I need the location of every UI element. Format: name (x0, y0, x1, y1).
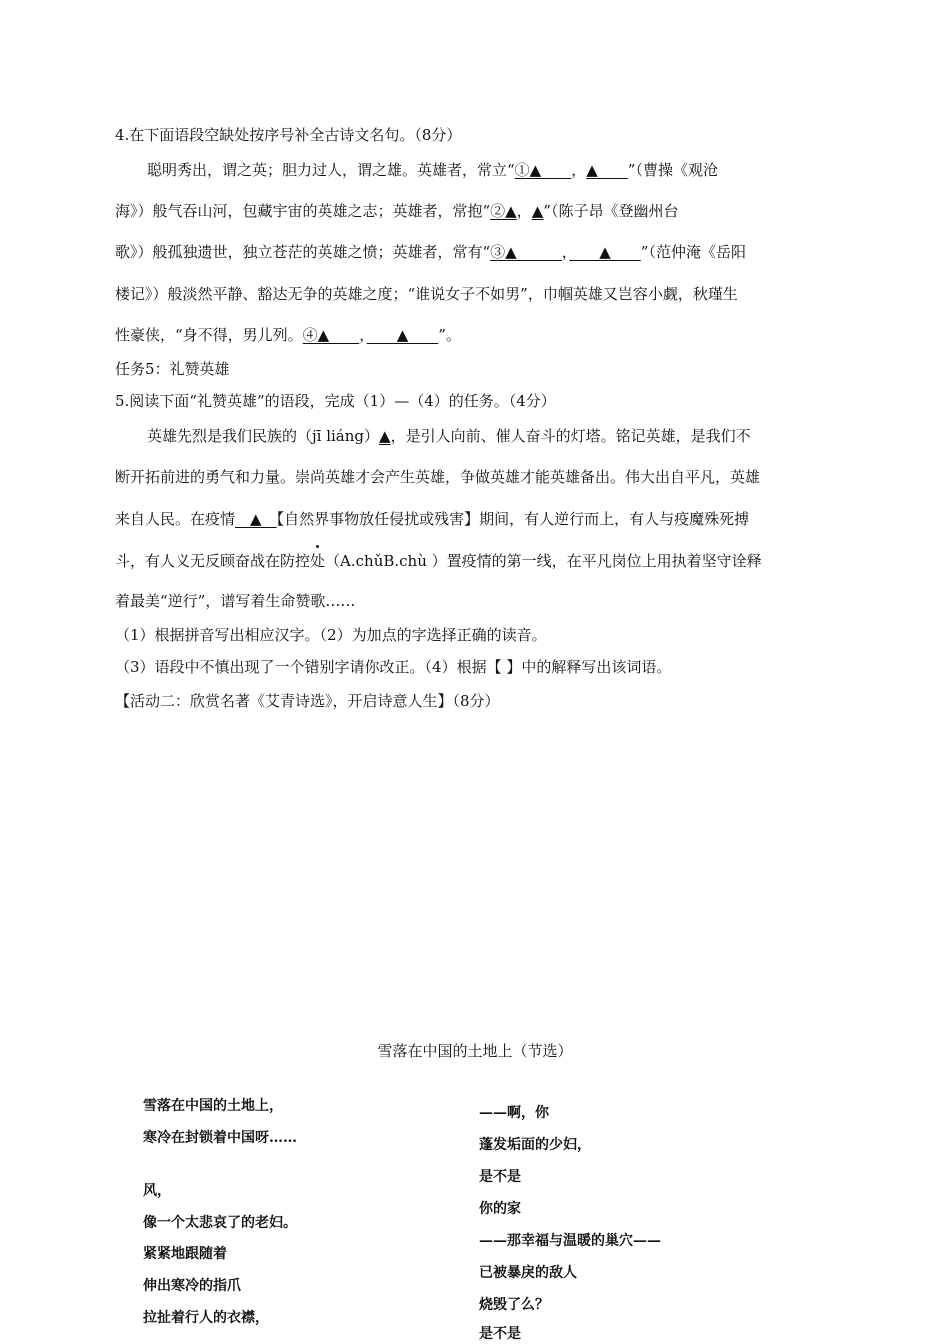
q5-line-3: 来自人民。在疫情 ▲ 【自然界事物放任侵扰或残害】期间，有人逆行而上，有人与疫魔殊死搏 (115, 510, 750, 528)
blank-jiliang: ▲ (379, 427, 391, 445)
q4-line-5: 性豪侠，“身不得，男儿列。④▲ ， ▲ ”。 (115, 326, 461, 344)
poem-right-line: 是不是 (479, 1326, 521, 1342)
poem-right-line: 已被暴戾的敌人 (479, 1265, 577, 1281)
poem-left-line: 像一个太悲哀了的老妇。 (143, 1215, 297, 1231)
q4-line-4: 楼记》）般淡然平静、豁达无争的英雄之度；“谁说女子不如男”，巾帼英雄又岂容小觑，秋瑾生 (115, 285, 738, 303)
poem-left-line: 雪落在中国的土地上， (143, 1098, 283, 1114)
q4-line-2: 海》）般气吞山河，包藏宇宙的英雄之志；英雄者，常抱“②▲，▲”（陈子昂《登幽州台 (115, 202, 679, 220)
blank-word: ▲ (235, 510, 277, 528)
blank-2b: ▲ (531, 202, 544, 220)
blank-4b: ▲ (366, 326, 439, 344)
blank-3a: ③▲ (490, 243, 562, 261)
q4-line-1: 聪明秀出，谓之英；胆力过人，谓之雄。英雄者，常立“①▲ ，▲ ”（曹操《观沧 (147, 161, 718, 179)
poem-right-line: ——那幸福与温暖的巢穴—— (479, 1233, 661, 1249)
blank-1a: ①▲ (514, 161, 572, 179)
blank-2a: ②▲ (490, 202, 517, 220)
blank-4a: ④▲ (302, 326, 360, 344)
q5-sub-1: （1）根据拼音写出相应汉字。（2）为加点的字选择正确的读音。 (115, 626, 547, 644)
poem-title: 雪落在中国的土地上（节选） (377, 1042, 573, 1060)
poem-right-line: ——啊，你 (479, 1105, 549, 1121)
poem-left-line: 风， (143, 1183, 171, 1199)
activity2-heading: 【活动二：欣赏名著《艾青诗选》，开启诗意人生】（8分） (115, 692, 500, 710)
task5-heading: 任务5：礼赞英雄 (115, 360, 230, 378)
q5-line-1: 英雄先烈是我们民族的（jī liáng）▲，是引人向前、催人奋斗的灯塔。铭记英雄，是我们不 (147, 427, 751, 445)
poem-left-line: 紧紧地跟随着 (143, 1246, 227, 1262)
poem-right-line: 你的家 (479, 1201, 521, 1217)
q5-title: 5.阅读下面“礼赞英雄”的语段，完成（1）—（4）的任务。（4分） (115, 392, 556, 410)
q4-line-3: 歌》）般孤独遗世，独立苍茫的英雄之愤；英雄者，常有“③▲ ， ▲ ”（范仲淹《岳阳 (115, 243, 746, 261)
q5-line-2: 断开拓前进的勇气和力量。崇尚英雄才会产生英雄，争做英雄才能英雄备出。伟大出自平凡，英雄 (115, 468, 761, 486)
q5-sub-2: （3）语段中不慎出现了一个错别字请你改正。（4）根据【 】中的解释写出该词语。 (115, 658, 672, 676)
poem-right-line: 蓬发垢面的少妇， (479, 1137, 591, 1153)
poem-left-line: 伸出寒冷的指爪 (143, 1278, 241, 1294)
poem-left-line: 寒冷在封锁着中国呀…… (143, 1130, 297, 1146)
q5-line-5: 着最美“逆行”，谱写着生命赞歌…… (115, 592, 356, 610)
poem-right-line: 是不是 (479, 1169, 521, 1185)
poem-right-line: 烧毁了么？ (479, 1297, 549, 1313)
q5-line-4: 斗，有人义无反顾奋战在防控处（A.chǔB.chù ）置疫情的第一线，在平凡岗位上用执着坚守诠释 (115, 552, 762, 570)
poem-left-line: 拉扯着行人的衣襟， (143, 1310, 269, 1326)
blank-1b: ▲ (586, 161, 628, 179)
blank-3b: ▲ (569, 243, 641, 261)
dotted-char: 处 (310, 552, 326, 570)
q4-title: 4.在下面语段空缺处按序号补全古诗文名句。（8分） (115, 126, 462, 144)
